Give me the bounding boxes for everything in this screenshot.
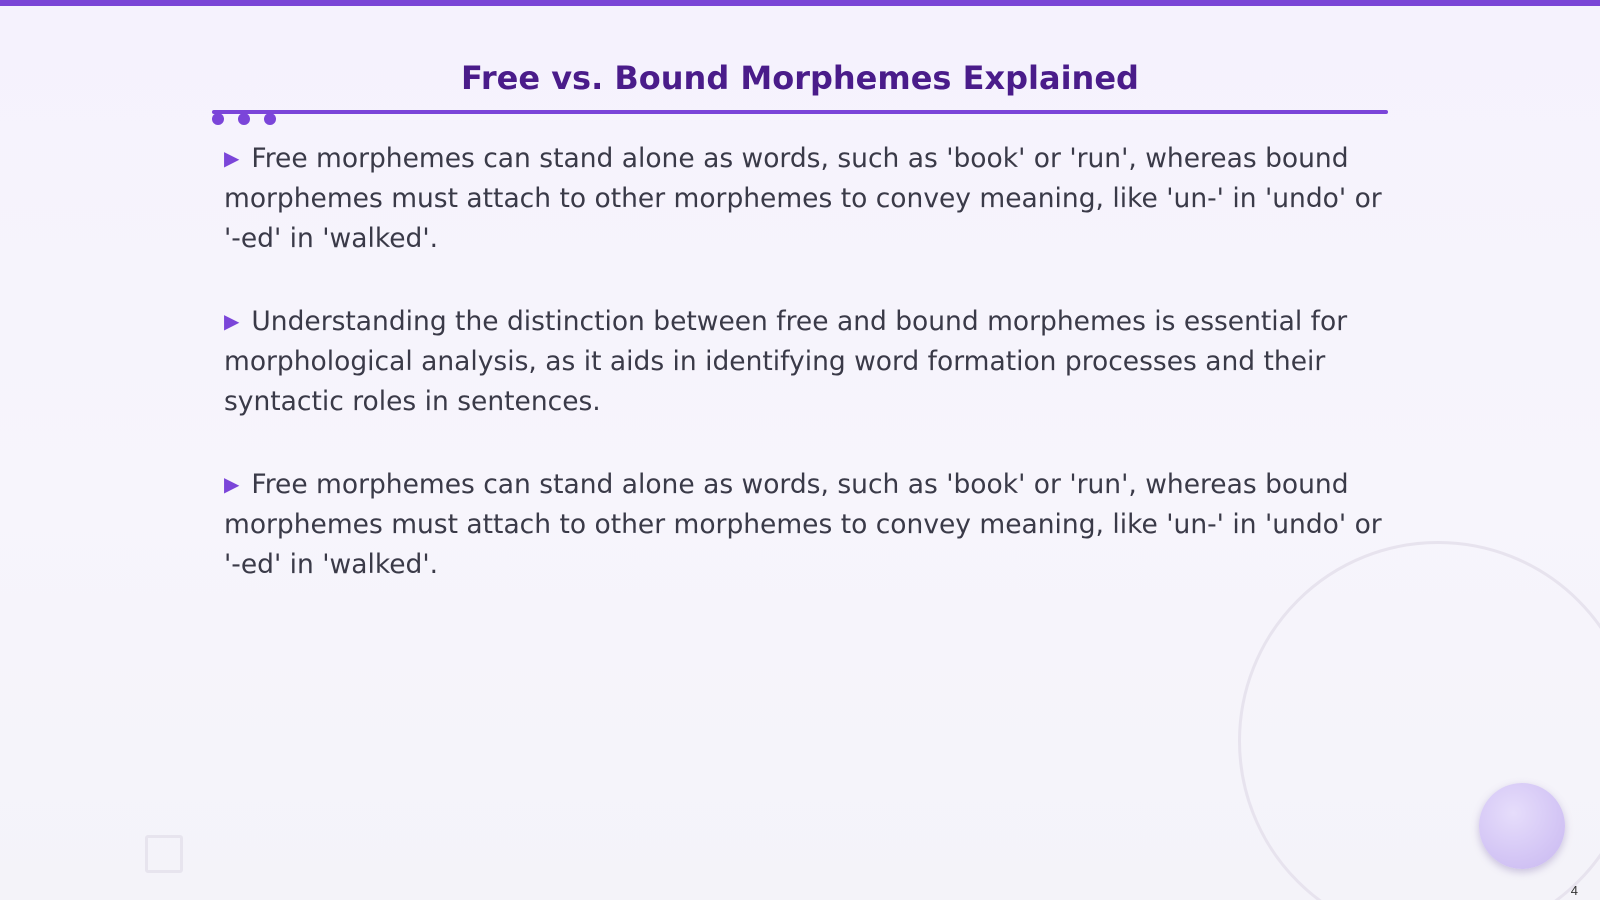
bullet-item [224, 301, 1394, 422]
bullet-arrow-icon: ▶ [224, 146, 240, 170]
bullet-text: Free morphemes can stand alone as words, such as 'book' or 'run', whereas bound morphemes must attach to other morphemes to convey meaning, like 'un-' in 'undo' or '-ed' in 'walked'. [224, 469, 1382, 580]
slide-title: Free vs. Bound Morphemes Explained [461, 59, 1139, 97]
bullet-list [224, 138, 1394, 627]
title-underline [212, 110, 1388, 114]
decorative-sphere [1479, 783, 1565, 869]
decorative-dot [212, 113, 224, 125]
bullet-item [224, 138, 1394, 259]
bullet-arrow-icon: ▶ [224, 309, 240, 333]
top-accent-bar [0, 0, 1600, 6]
bullet-item [224, 464, 1394, 585]
bullet-text: Understanding the distinction between free and bound morphemes is essential for morphological analysis, as it aids in identifying word formation processes and their syntactic roles in sentences. [224, 306, 1348, 417]
bullet-text: Free morphemes can stand alone as words, such as 'book' or 'run', whereas bound morphemes must attach to other morphemes to convey meaning, like 'un-' in 'undo' or '-ed' in 'walked'. [224, 143, 1382, 254]
decorative-dot [238, 113, 250, 125]
page-number: 4 [1570, 883, 1578, 898]
decorative-square [145, 835, 183, 873]
decorative-dot [264, 113, 276, 125]
bullet-arrow-icon: ▶ [224, 472, 240, 496]
